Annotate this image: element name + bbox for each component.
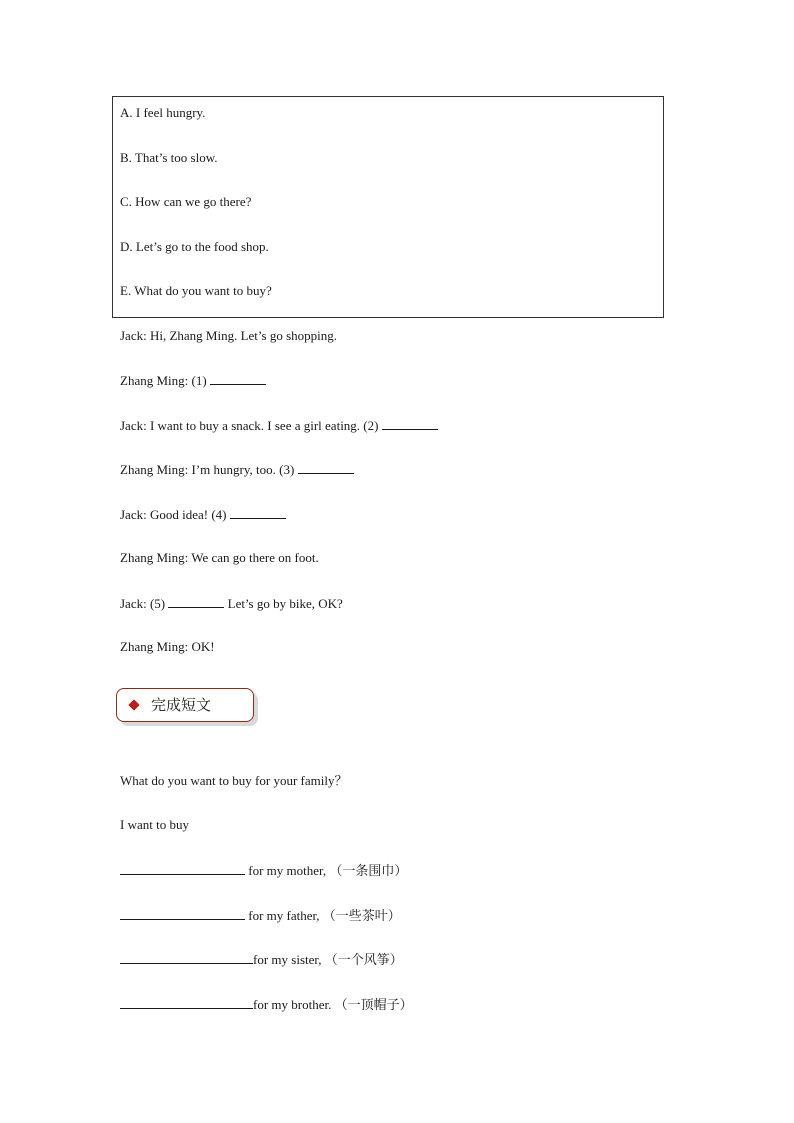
passage-item-1-text: for my mother, （一条围巾）: [245, 863, 408, 878]
passage-item-1: [120, 862, 407, 879]
options-box: [112, 96, 664, 318]
passage-question: What do you want to buy for your family？: [120, 773, 348, 788]
section-header: [116, 688, 254, 724]
answer-blank-3[interactable]: [298, 461, 354, 474]
dialogue-line-8: Zhang Ming: OK!: [120, 639, 215, 654]
answer-blank-sister[interactable]: [120, 951, 253, 964]
passage-item-3: [120, 951, 403, 968]
dialogue-line-3: [120, 417, 438, 434]
answer-blank-1[interactable]: [210, 372, 266, 385]
option-b: B. That’s too slow.: [120, 150, 218, 165]
dialogue-line-4-text: Zhang Ming: I’m hungry, too. (3): [120, 462, 298, 477]
passage-item-2-text: for my father, （一些茶叶）: [245, 908, 401, 923]
passage-item-4-text: for my brother. （一顶帽子）: [253, 997, 413, 1012]
option-d: D. Let’s go to the food shop.: [120, 239, 269, 254]
answer-blank-mother[interactable]: [120, 862, 245, 875]
option-c: C. How can we go there?: [120, 194, 252, 209]
answer-blank-2[interactable]: [382, 417, 438, 430]
answer-blank-5[interactable]: [168, 595, 224, 608]
passage-item-4: [120, 996, 413, 1013]
dialogue-line-7: [120, 595, 343, 612]
passage-item-2: [120, 907, 401, 924]
dialogue-line-2: [120, 372, 266, 389]
dialogue-line-2-text: Zhang Ming: (1): [120, 373, 210, 388]
passage-item-3-text: for my sister, （一个风筝）: [253, 952, 403, 967]
dialogue-line-6: Zhang Ming: We can go there on foot.: [120, 550, 319, 565]
dialogue-line-3-text: Jack: I want to buy a snack. I see a girl eating. (2): [120, 418, 382, 433]
passage-intro: I want to buy: [120, 817, 189, 832]
answer-blank-brother[interactable]: [120, 996, 253, 1009]
dialogue-line-1: Jack: Hi, Zhang Ming. Let’s go shopping.: [120, 328, 338, 343]
dialogue-line-7-tail: Let’s go by bike, OK?: [224, 596, 343, 611]
answer-blank-4[interactable]: [230, 506, 286, 519]
option-a: A. I feel hungry.: [120, 105, 206, 120]
answer-blank-father[interactable]: [120, 907, 245, 920]
dialogue-line-7-text: Jack: (5): [120, 596, 169, 611]
dialogue-line-4: [120, 461, 354, 478]
section-title: 完成短文: [151, 696, 212, 714]
dialogue-line-5-text: Jack: Good idea! (4): [120, 507, 230, 522]
dialogue-line-5: [120, 506, 286, 523]
option-e: E. What do you want to buy?: [120, 283, 272, 298]
